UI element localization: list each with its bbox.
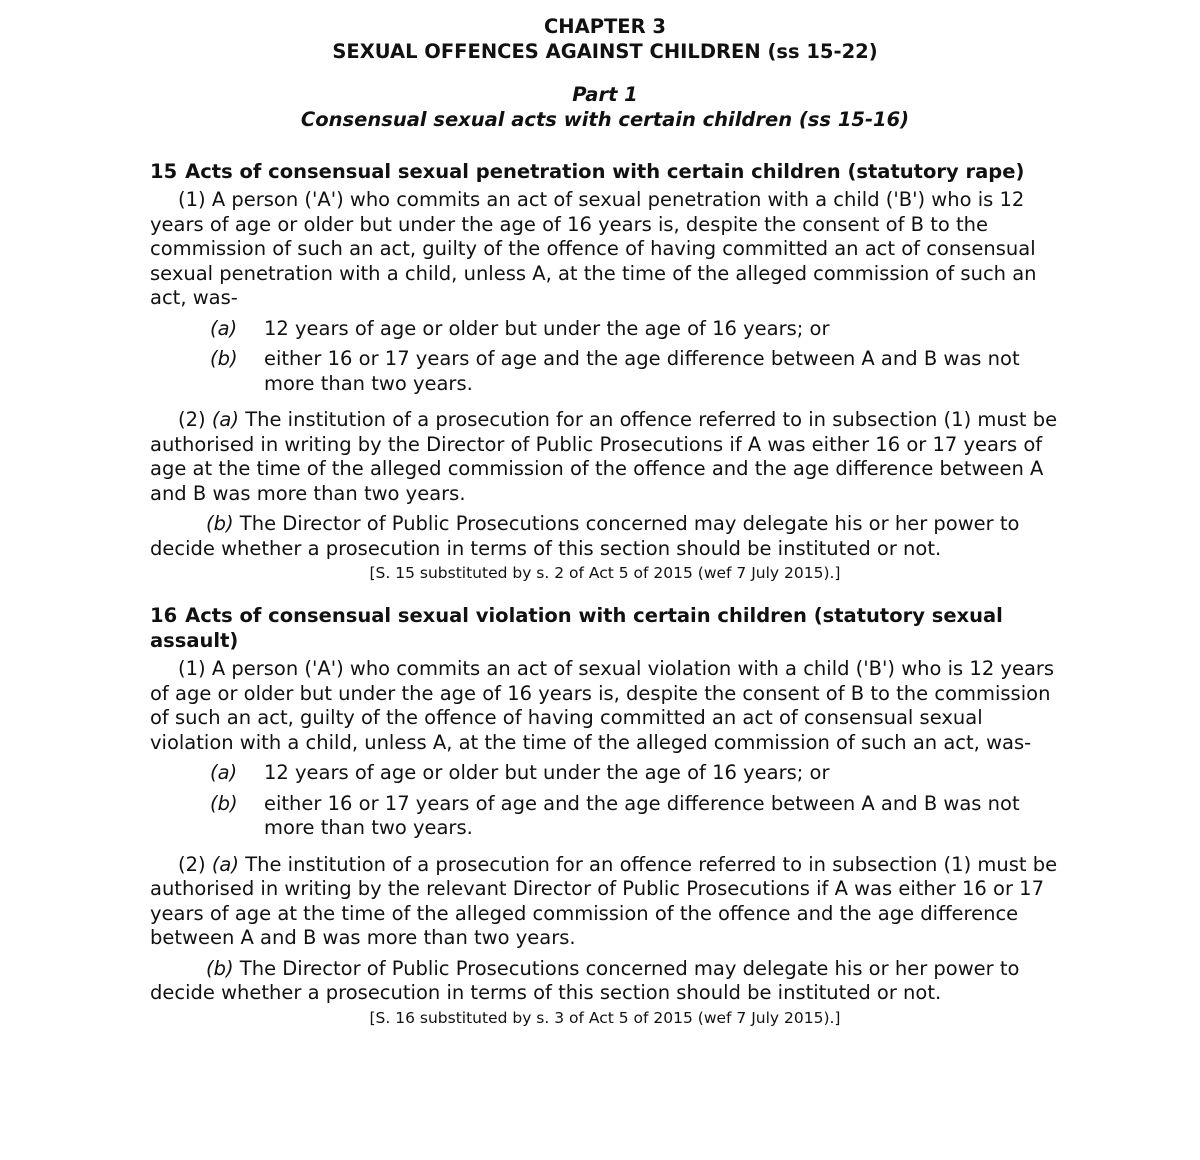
section-16-subsection-2a (150, 853, 1060, 951)
item-text: either 16 or 17 years of age and the age difference between A and B was not more than two years. (264, 791, 1020, 839)
section-15-subsection-1: (1) A person ('A') who commits an act of sexual penetration with a child ('B') who is 12 years of age or older but under the age of 16 years is, despite the consent of B to the commission of such an act, guilty of the offence of having committed an act of consensual sexual penetration with a child, unless A, at the time of the alleged commission of such an act, was- (150, 188, 1037, 309)
item-text: 12 years of age or older but under the age of 16 years; or (264, 316, 830, 340)
list-item (210, 761, 1060, 786)
item-letter: (a) (210, 761, 238, 784)
paragraph-letter: (b) (206, 956, 234, 980)
section-15-amendment-note: [S. 15 substituted by s. 2 of Act 5 of 2015 (wef 7 July 2015).] (369, 564, 841, 582)
section-15-subsection-2a (150, 408, 1060, 506)
section-16-subsection-2b (150, 957, 1060, 1006)
item-letter: (a) (210, 316, 238, 340)
subsection-number: (2) (178, 852, 212, 876)
list-item (210, 792, 1060, 841)
section-16-subsection-1: (1) A person ('A') who commits an act of sexual violation with a child ('B') who is 12 years of age or older but under the age of 16 years is, despite the consent of B to the commission of such an act, guilty of the offence of having committed an act of consensual sexual violation with a child, unless A, at the time of the alleged commission of such an act, was- (150, 657, 1055, 754)
chapter-title: CHAPTER 3 (543, 15, 666, 38)
list-item (210, 347, 1060, 396)
paragraph-letter: (a) (211, 852, 239, 876)
part-title: Part 1 (572, 83, 638, 106)
chapter-subtitle: SEXUAL OFFENCES AGAINST CHILDREN (ss 15-22) (332, 40, 878, 63)
section-16-title: Acts of consensual sexual violation with certain children (statutory sexual assault) (150, 604, 1003, 652)
section-15-subsection-2b (150, 512, 1060, 561)
section-15-title: Acts of consensual sexual penetration with certain children (statutory rape) (185, 160, 1025, 183)
paragraph-text: The Director of Public Prosecutions concerned may delegate his or her power to decide whether a prosecution in terms of this section should be instituted or not. (150, 512, 1020, 560)
section-16-number: 16 (150, 604, 178, 627)
item-text: 12 years of age or older but under the age of 16 years; or (264, 761, 830, 784)
section-15-number: 15 (150, 160, 178, 183)
section-16-heading (150, 603, 1060, 653)
section-15-items (150, 317, 1060, 397)
part-subtitle: Consensual sexual acts with certain children (ss 15-16) (300, 108, 910, 131)
paragraph-letter: (b) (206, 512, 234, 535)
paragraph-text: The institution of a prosecution for an offence referred to in subsection (1) must be authorised in writing by the Director of Public Prosecutions if A was either 16 or 17 years of age at the time of the alleged commission of the offence and the age difference between A and B was more than two years. (150, 408, 1058, 505)
item-letter: (b) (210, 347, 238, 370)
item-letter: (b) (210, 791, 238, 815)
paragraph-text: The Director of Public Prosecutions concerned may delegate his or her power to decide whether a prosecution in terms of this section should be instituted or not. (150, 956, 1020, 1004)
item-text: either 16 or 17 years of age and the age difference between A and B was not more than two years. (264, 347, 1020, 395)
section-16-amendment-note: [S. 16 substituted by s. 3 of Act 5 of 2015 (wef 7 July 2015).] (369, 1008, 841, 1027)
paragraph-text: The institution of a prosecution for an offence referred to in subsection (1) must be authorised in writing by the relevant Director of Public Prosecutions if A was either 16 or 17 years of age at the time of the alleged commission of the offence and the age difference between A and B was more than two years. (150, 852, 1058, 949)
paragraph-letter: (a) (211, 408, 239, 431)
list-item (210, 317, 1060, 342)
section-15-heading (150, 159, 1060, 184)
subsection-number: (2) (178, 408, 212, 431)
section-16-items (150, 761, 1060, 841)
